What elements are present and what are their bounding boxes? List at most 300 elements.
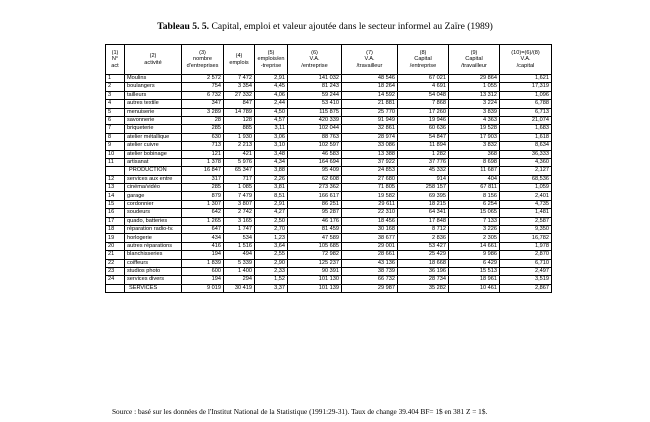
- value-cell: 1 085: [224, 184, 255, 192]
- row-number-cell: 14: [106, 192, 125, 200]
- activity-cell: atelier cuivre: [125, 142, 182, 150]
- column-header-line: (9): [470, 49, 478, 56]
- value-cell: 3,10: [255, 142, 288, 150]
- row-number-cell: 18: [106, 226, 125, 234]
- value-cell: 8 712: [398, 226, 449, 234]
- value-cell: 10 461: [449, 284, 500, 292]
- value-cell: 3 807: [224, 200, 255, 208]
- value-cell: 3,06: [255, 133, 288, 141]
- value-cell: 95 287: [288, 209, 342, 217]
- value-cell: 8,634: [500, 142, 552, 150]
- table-row: [106, 150, 552, 158]
- value-cell: 166 617: [288, 192, 342, 200]
- value-cell: 2,44: [255, 100, 288, 108]
- value-cell: 194: [182, 276, 224, 284]
- value-cell: 164 694: [288, 158, 342, 166]
- header-row: [106, 45, 552, 75]
- table-row: [106, 217, 552, 225]
- value-cell: 18 961: [449, 276, 500, 284]
- column-header-line: /entreprise: [409, 62, 437, 69]
- activity-cell: coiffeurs: [125, 259, 182, 267]
- table-row: [106, 133, 552, 141]
- table-row: [106, 267, 552, 275]
- value-cell: 18 456: [342, 217, 398, 225]
- row-number-cell: [106, 167, 125, 175]
- value-cell: 16,782: [500, 234, 552, 242]
- activity-cell: blanchisseries: [125, 251, 182, 259]
- value-cell: 1,683: [500, 125, 552, 133]
- value-cell: 19 946: [398, 116, 449, 124]
- value-cell: 2,870: [500, 251, 552, 259]
- activity-cell: tailleurs: [125, 91, 182, 99]
- column-header-line: emplois: [229, 59, 249, 66]
- value-cell: 494: [224, 251, 255, 259]
- value-cell: 27 332: [224, 91, 255, 99]
- value-cell: 3 354: [224, 83, 255, 91]
- table-row: [106, 192, 552, 200]
- value-cell: 4,45: [255, 83, 288, 91]
- value-cell: 3 224: [449, 100, 500, 108]
- value-cell: 25 770: [342, 108, 398, 116]
- value-cell: 2 305: [449, 234, 500, 242]
- column-header-line: (7): [366, 49, 373, 56]
- value-cell: 16 847: [182, 167, 224, 175]
- value-cell: 1 839: [182, 259, 224, 267]
- activity-cell: SERVICES: [125, 284, 182, 292]
- column-header-10: [500, 45, 552, 75]
- value-cell: 6 732: [182, 91, 224, 99]
- column-header-line: /travailleur: [461, 62, 487, 69]
- column-header-line: nombre: [193, 56, 212, 63]
- column-header-5: [255, 45, 288, 75]
- value-cell: 7 479: [224, 192, 255, 200]
- row-number-cell: 15: [106, 200, 125, 208]
- column-header-line: /capital: [516, 62, 535, 69]
- value-cell: 101 130: [288, 276, 342, 284]
- row-number-cell: [106, 284, 125, 292]
- value-cell: 21,074: [500, 116, 552, 124]
- value-cell: 2 213: [224, 142, 255, 150]
- table-number: Tableau 5. 5.: [157, 21, 210, 32]
- column-header-line: V.A.: [309, 56, 320, 63]
- value-cell: 38 739: [342, 267, 398, 275]
- value-cell: 24 853: [342, 167, 398, 175]
- value-cell: 713: [182, 142, 224, 150]
- column-header-line: (2): [149, 52, 157, 59]
- value-cell: 95 409: [288, 167, 342, 175]
- value-cell: 17,319: [500, 83, 552, 91]
- row-number-cell: 7: [106, 125, 125, 133]
- value-cell: 717: [224, 175, 255, 183]
- value-cell: 45 332: [398, 167, 449, 175]
- value-cell: 141 032: [288, 75, 342, 83]
- activity-cell: artisanat: [125, 158, 182, 166]
- value-cell: 105 685: [288, 242, 342, 250]
- value-cell: 125 237: [288, 259, 342, 267]
- value-cell: 66 732: [342, 276, 398, 284]
- value-cell: 64 341: [398, 209, 449, 217]
- value-cell: 21 881: [342, 100, 398, 108]
- value-cell: 6 429: [449, 259, 500, 267]
- row-number-cell: 4: [106, 100, 125, 108]
- value-cell: 3 832: [449, 142, 500, 150]
- value-cell: 36 196: [398, 267, 449, 275]
- value-cell: 11 894: [398, 142, 449, 150]
- value-cell: 28 974: [342, 133, 398, 141]
- column-header-line: (5): [267, 49, 275, 56]
- value-cell: 285: [182, 125, 224, 133]
- row-number-cell: 9: [106, 142, 125, 150]
- value-cell: 630: [182, 133, 224, 141]
- value-cell: 1 516: [224, 242, 255, 250]
- value-cell: 17 903: [449, 133, 500, 141]
- value-cell: 5 976: [224, 158, 255, 166]
- value-cell: 647: [182, 226, 224, 234]
- row-number-cell: 23: [106, 267, 125, 275]
- value-cell: 1,52: [255, 276, 288, 284]
- value-cell: 13 312: [449, 91, 500, 99]
- value-cell: 4 363: [449, 116, 500, 124]
- activity-cell: quado, batteries: [125, 217, 182, 225]
- activity-cell: soudeurs: [125, 209, 182, 217]
- column-header-line: /travailleur: [356, 62, 383, 69]
- value-cell: 600: [182, 267, 224, 275]
- value-cell: 72 982: [288, 251, 342, 259]
- value-cell: 4,50: [255, 108, 288, 116]
- column-header-line: Capital: [465, 56, 483, 63]
- value-cell: 4 691: [398, 83, 449, 91]
- column-header-line: (3): [199, 49, 206, 56]
- value-cell: 3,64: [255, 242, 288, 250]
- value-cell: 15 513: [449, 267, 500, 275]
- value-cell: 6,788: [500, 100, 552, 108]
- value-cell: 8 156: [449, 192, 500, 200]
- value-cell: 6 254: [449, 200, 500, 208]
- value-cell: 18 215: [398, 200, 449, 208]
- column-header-4: [224, 45, 255, 75]
- activity-cell: Moulins: [125, 75, 182, 83]
- activity-cell: services aux entre: [125, 175, 182, 183]
- value-cell: 81 459: [288, 226, 342, 234]
- value-cell: 27 680: [342, 175, 398, 183]
- activity-cell: garage: [125, 192, 182, 200]
- value-cell: 3,81: [255, 184, 288, 192]
- data-table: [105, 44, 552, 293]
- value-cell: 3,519: [500, 276, 552, 284]
- table-row: [106, 75, 552, 83]
- activity-cell: studios photo: [125, 267, 182, 275]
- value-cell: 3,88: [255, 167, 288, 175]
- value-cell: 754: [182, 83, 224, 91]
- column-header-3: [182, 45, 224, 75]
- activity-cell: PRODUCTION: [125, 167, 182, 175]
- column-header-line: act: [111, 62, 119, 69]
- value-cell: 1 265: [182, 217, 224, 225]
- table-row: [106, 242, 552, 250]
- value-cell: 14 592: [342, 91, 398, 99]
- row-number-cell: 16: [106, 209, 125, 217]
- row-number-cell: 17: [106, 217, 125, 225]
- table-row: [106, 83, 552, 91]
- row-number-cell: 13: [106, 184, 125, 192]
- value-cell: 46 176: [288, 217, 342, 225]
- value-cell: 2 836: [398, 234, 449, 242]
- value-cell: 18 264: [342, 83, 398, 91]
- row-number-cell: 5: [106, 108, 125, 116]
- value-cell: 102 597: [288, 142, 342, 150]
- table-row: [106, 251, 552, 259]
- table-title: [0, 21, 650, 32]
- row-number-cell: 24: [106, 276, 125, 284]
- activity-cell: horlogerie: [125, 234, 182, 242]
- value-cell: 128: [224, 116, 255, 124]
- value-cell: 9 019: [182, 284, 224, 292]
- column-header-9: [449, 45, 500, 75]
- value-cell: 15 065: [449, 209, 500, 217]
- value-cell: 885: [224, 125, 255, 133]
- value-cell: 1,978: [500, 242, 552, 250]
- value-cell: 7 133: [449, 217, 500, 225]
- value-cell: 347: [182, 100, 224, 108]
- value-cell: 4,34: [255, 158, 288, 166]
- value-cell: 19 528: [449, 125, 500, 133]
- table-row: [106, 259, 552, 267]
- table-row: [106, 125, 552, 133]
- value-cell: 38 677: [342, 234, 398, 242]
- table-row: [106, 200, 552, 208]
- value-cell: 18 668: [398, 259, 449, 267]
- row-number-cell: 11: [106, 158, 125, 166]
- value-cell: 1 747: [224, 226, 255, 234]
- value-cell: 19 582: [342, 192, 398, 200]
- value-cell: 25 429: [398, 251, 449, 259]
- column-header-line: -treprise: [260, 62, 282, 69]
- value-cell: 4,27: [255, 209, 288, 217]
- activity-cell: boulangers: [125, 83, 182, 91]
- activity-cell: atelier métallique: [125, 133, 182, 141]
- value-cell: 65 347: [224, 167, 255, 175]
- column-header-line: (6): [311, 49, 318, 56]
- activity-cell: cinéma/vidéo: [125, 184, 182, 192]
- column-header-1: [106, 45, 125, 75]
- value-cell: 91 949: [342, 116, 398, 124]
- value-cell: 36,333: [500, 150, 552, 158]
- value-cell: 2,587: [500, 217, 552, 225]
- value-cell: 294: [224, 276, 255, 284]
- value-cell: 2,497: [500, 267, 552, 275]
- activity-cell: autres textile: [125, 100, 182, 108]
- value-cell: 7 868: [398, 100, 449, 108]
- value-cell: 1 378: [182, 158, 224, 166]
- table-row: [106, 91, 552, 99]
- value-cell: 2,91: [255, 75, 288, 83]
- value-cell: 2,50: [255, 217, 288, 225]
- row-number-cell: 21: [106, 251, 125, 259]
- table-row: [106, 116, 552, 124]
- value-cell: 69 395: [398, 192, 449, 200]
- table-row: [106, 108, 552, 116]
- value-cell: 420 339: [288, 116, 342, 124]
- value-cell: 4,735: [500, 200, 552, 208]
- column-header-7: [342, 45, 398, 75]
- value-cell: 3 839: [449, 108, 500, 116]
- table-row: [106, 234, 552, 242]
- value-cell: 1,621: [500, 75, 552, 83]
- row-number-cell: 2: [106, 83, 125, 91]
- value-cell: 1,23: [255, 234, 288, 242]
- value-cell: 3 165: [224, 217, 255, 225]
- table-row: [106, 142, 552, 150]
- table-row: [106, 158, 552, 166]
- table-row: [106, 226, 552, 234]
- value-cell: 404: [449, 175, 500, 183]
- value-cell: 28 661: [342, 251, 398, 259]
- value-cell: 258 157: [398, 184, 449, 192]
- value-cell: 8,51: [255, 192, 288, 200]
- value-cell: 1 055: [449, 83, 500, 91]
- column-header-line: (10)=(6)/(8): [511, 49, 540, 56]
- row-number-cell: 19: [106, 234, 125, 242]
- row-number-cell: 8: [106, 133, 125, 141]
- value-cell: 1,096: [500, 91, 552, 99]
- value-cell: 30 168: [342, 226, 398, 234]
- value-cell: 59 244: [288, 91, 342, 99]
- value-cell: 2,127: [500, 167, 552, 175]
- value-cell: 71 805: [342, 184, 398, 192]
- value-cell: 9,350: [500, 226, 552, 234]
- value-cell: 33 086: [342, 142, 398, 150]
- value-cell: 434: [182, 234, 224, 242]
- value-cell: 102 044: [288, 125, 342, 133]
- value-cell: 67 811: [449, 184, 500, 192]
- subtotal-row: [106, 167, 552, 175]
- value-cell: 37 922: [342, 158, 398, 166]
- row-number-cell: 3: [106, 91, 125, 99]
- value-cell: 67 021: [398, 75, 449, 83]
- value-cell: 54 048: [398, 91, 449, 99]
- value-cell: 60 636: [398, 125, 449, 133]
- value-cell: 273 362: [288, 184, 342, 192]
- value-cell: 11 687: [449, 167, 500, 175]
- column-header-line: V.A.: [364, 56, 375, 63]
- value-cell: 86 251: [288, 200, 342, 208]
- value-cell: 32 861: [342, 125, 398, 133]
- activity-cell: menuiserie: [125, 108, 182, 116]
- column-header-6: [288, 45, 342, 75]
- value-cell: 17 848: [398, 217, 449, 225]
- table-row: [106, 276, 552, 284]
- value-cell: 2,401: [500, 192, 552, 200]
- activity-cell: savonnerie: [125, 116, 182, 124]
- value-cell: 421: [224, 150, 255, 158]
- table-row: [106, 184, 552, 192]
- value-cell: 47 589: [288, 234, 342, 242]
- table-row: [106, 209, 552, 217]
- value-cell: 534: [224, 234, 255, 242]
- value-cell: 29 864: [449, 75, 500, 83]
- value-cell: 2,91: [255, 200, 288, 208]
- row-number-cell: 10: [106, 150, 125, 158]
- value-cell: 914: [398, 175, 449, 183]
- value-cell: 6,713: [500, 108, 552, 116]
- subtotal-row: [106, 284, 552, 292]
- value-cell: 68,536: [500, 175, 552, 183]
- value-cell: 285: [182, 184, 224, 192]
- column-header-line: d'entreprises: [186, 62, 219, 69]
- column-header-line: /entreprise: [301, 62, 328, 69]
- value-cell: 14 661: [449, 242, 500, 250]
- value-cell: 35 282: [398, 284, 449, 292]
- table-body: [106, 75, 552, 293]
- activity-cell: autres réparations: [125, 242, 182, 250]
- value-cell: 1,618: [500, 133, 552, 141]
- value-cell: 29 611: [342, 200, 398, 208]
- row-number-cell: 12: [106, 175, 125, 183]
- value-cell: 53 410: [288, 100, 342, 108]
- value-cell: 28 734: [398, 276, 449, 284]
- value-cell: 3,11: [255, 125, 288, 133]
- column-header-line: (8): [419, 49, 427, 56]
- value-cell: 5 339: [224, 259, 255, 267]
- value-cell: 30 419: [224, 284, 255, 292]
- value-cell: 4,360: [500, 158, 552, 166]
- value-cell: 115 875: [288, 108, 342, 116]
- value-cell: 17 260: [398, 108, 449, 116]
- value-cell: 4,06: [255, 91, 288, 99]
- value-cell: 2 742: [224, 209, 255, 217]
- value-cell: 4,57: [255, 116, 288, 124]
- activity-cell: réparation radio-tv.: [125, 226, 182, 234]
- value-cell: 1,481: [500, 209, 552, 217]
- value-cell: 3,37: [255, 284, 288, 292]
- value-cell: 14 789: [224, 108, 255, 116]
- value-cell: 62 608: [288, 175, 342, 183]
- value-cell: 6,710: [500, 259, 552, 267]
- row-number-cell: 1: [106, 75, 125, 83]
- table-caption: Capital, emploi et valeur ajoutée dans le secteur informel au Zaïre (1989): [211, 21, 493, 32]
- column-header-line: Capital: [414, 56, 432, 63]
- value-cell: 8 698: [449, 158, 500, 166]
- value-cell: 847: [224, 100, 255, 108]
- value-cell: 2,33: [255, 267, 288, 275]
- row-number-cell: 22: [106, 259, 125, 267]
- column-header-line: emplois/en: [257, 56, 285, 63]
- value-cell: 1 307: [182, 200, 224, 208]
- value-cell: 53 427: [398, 242, 449, 250]
- value-cell: 9 986: [449, 251, 500, 259]
- value-cell: 90 391: [288, 267, 342, 275]
- table-row: [106, 100, 552, 108]
- column-header-line: (4): [235, 52, 243, 59]
- value-cell: 88 763: [288, 133, 342, 141]
- value-cell: 22 310: [342, 209, 398, 217]
- value-cell: 1 930: [224, 133, 255, 141]
- value-cell: 2,55: [255, 251, 288, 259]
- table-row: [106, 175, 552, 183]
- value-cell: 3 226: [449, 226, 500, 234]
- value-cell: 1,059: [500, 184, 552, 192]
- activity-cell: atelier bobinage: [125, 150, 182, 158]
- value-cell: 28: [182, 116, 224, 124]
- activity-cell: cordonnier: [125, 200, 182, 208]
- value-cell: 81 243: [288, 83, 342, 91]
- value-cell: 879: [182, 192, 224, 200]
- value-cell: 54 847: [398, 133, 449, 141]
- row-number-cell: 20: [106, 242, 125, 250]
- column-header-8: [398, 45, 449, 75]
- value-cell: 7 472: [224, 75, 255, 83]
- column-header-line: activité: [144, 59, 162, 66]
